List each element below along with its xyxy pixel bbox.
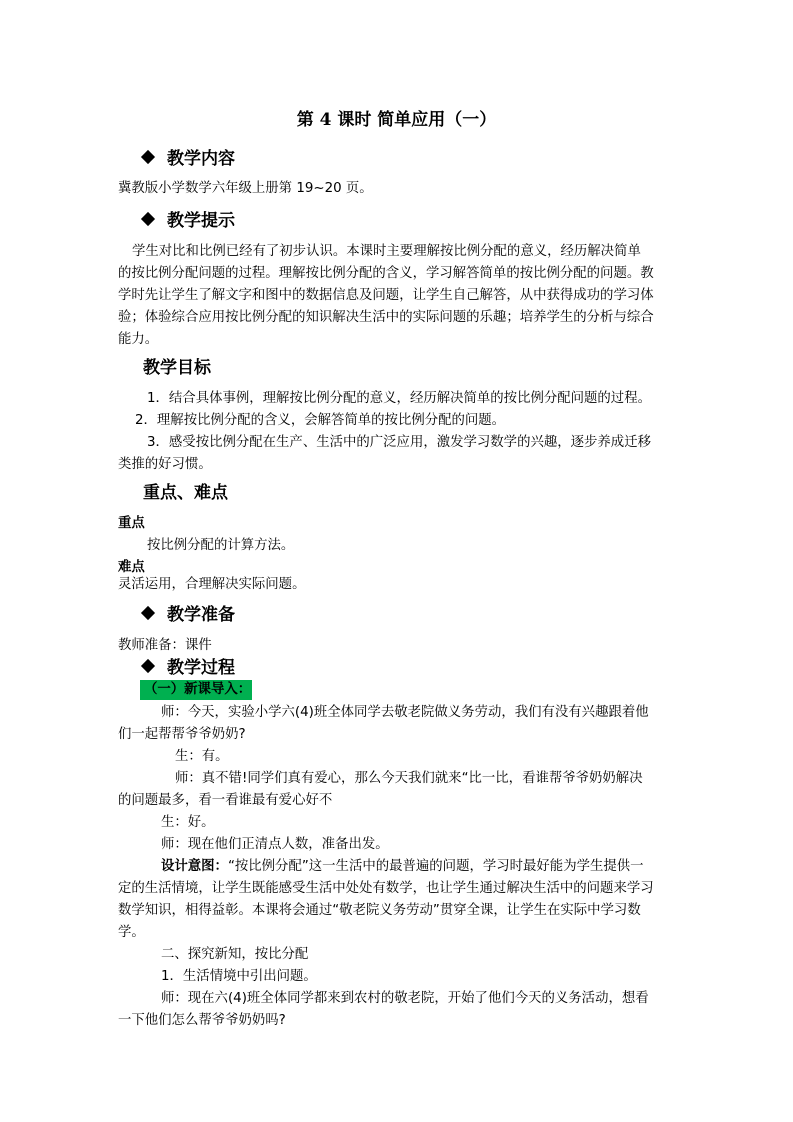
diamond-bullet-icon [141, 212, 155, 226]
goal-line: 2．理解按比例分配的含义，会解答简单的按比例分配的问题。 [135, 413, 506, 428]
process-line: 生：有。 [175, 749, 229, 764]
hint-line: 的按比例分配问题的过程。理解按比例分配的含义，学习解答简单的按比例分配的问题。教 [118, 266, 654, 281]
intro-highlight: （一）新课导入： [140, 680, 252, 700]
design-line: 定的生活情境，让学生既能感受生活中处处有数学，也让学生通过解决生活中的问题来学习 [118, 881, 654, 896]
goal-line: 类推的好习惯。 [118, 457, 212, 472]
diamond-bullet-icon [141, 150, 155, 164]
heading-hint: 教学提示 [143, 209, 235, 233]
design-label: 设计意图： [161, 859, 228, 874]
content-text: 冀教版小学数学六年级上册第 19~20 页。 [118, 181, 373, 196]
process-line: 师：现在他们正清点人数，准备出发。 [161, 837, 389, 852]
explore-line: 师：现在六(4)班全体同学都来到农村的敬老院，开始了他们今天的义务活动，想看 [161, 991, 649, 1006]
explore-line: 1．生活情境中引出问题。 [161, 969, 317, 984]
design-line: 学。 [118, 925, 145, 940]
key-label: 重点 [118, 516, 145, 531]
process-line: 师：真不错!同学们真有爱心，那么今天我们就来“比一比，看谁帮爷爷奶奶解决 [175, 771, 643, 786]
page-title: 第 4 课时 简单应用（一） [296, 110, 497, 130]
diamond-bullet-icon [141, 659, 155, 673]
diamond-bullet-icon [141, 606, 155, 620]
difficulty-text: 灵活运用，合理解决实际问题。 [118, 577, 306, 592]
explore-line: 二、探究新知，按比分配 [161, 947, 309, 962]
process-line: 的问题最多，看一看谁最有爱心好不 [118, 793, 333, 808]
explore-line: 一下他们怎么帮爷爷奶奶吗? [118, 1013, 286, 1028]
process-line: 师：今天，实验小学六(4)班全体同学去敬老院做义务劳动，我们有没有兴趣跟着他 [161, 705, 649, 720]
heading-process: 教学过程 [143, 656, 235, 680]
hint-line: 学时先让学生了解文字和图中的数据信息及问题，让学生自己解答，从中获得成功的学习体 [118, 288, 654, 303]
hint-line: 验；体验综合应用按比例分配的知识解决生活中的实际问题的乐趣；培养学生的分析与综合 [118, 310, 654, 325]
design-line: 数学知识，相得益彰。本课将会通过“敬老院义务劳动”贯穿全课，让学生在实际中学习数 [118, 903, 641, 918]
heading-content: 教学内容 [143, 147, 235, 171]
goal-line: 3．感受按比例分配在生产、生活中的广泛应用，激发学习数学的兴趣，逐步养成迁移 [147, 435, 651, 450]
hint-line: 学生对比和比例已经有了初步认识。本课时主要理解按比例分配的意义，经历解决简单 [132, 244, 641, 259]
heading-key-points: 重点、难点 [143, 483, 228, 503]
heading-goals: 教学目标 [143, 358, 211, 378]
difficulty-label: 难点 [118, 560, 145, 575]
hint-line: 能力。 [118, 332, 159, 347]
goal-line: 1．结合具体事例，理解按比例分配的意义，经历解决简单的按比例分配问题的过程。 [147, 391, 651, 406]
key-text: 按比例分配的计算方法。 [147, 538, 295, 553]
process-line: 们一起帮帮爷爷奶奶? [118, 727, 246, 742]
heading-preparation: 教学准备 [143, 603, 235, 627]
prep-text: 教师准备：课件 [118, 638, 212, 653]
process-line: 生：好。 [161, 815, 215, 830]
design-line: 设计意图：“按比例分配”这一生活中的最普遍的问题，学习时最好能为学生提供一 [161, 859, 644, 874]
